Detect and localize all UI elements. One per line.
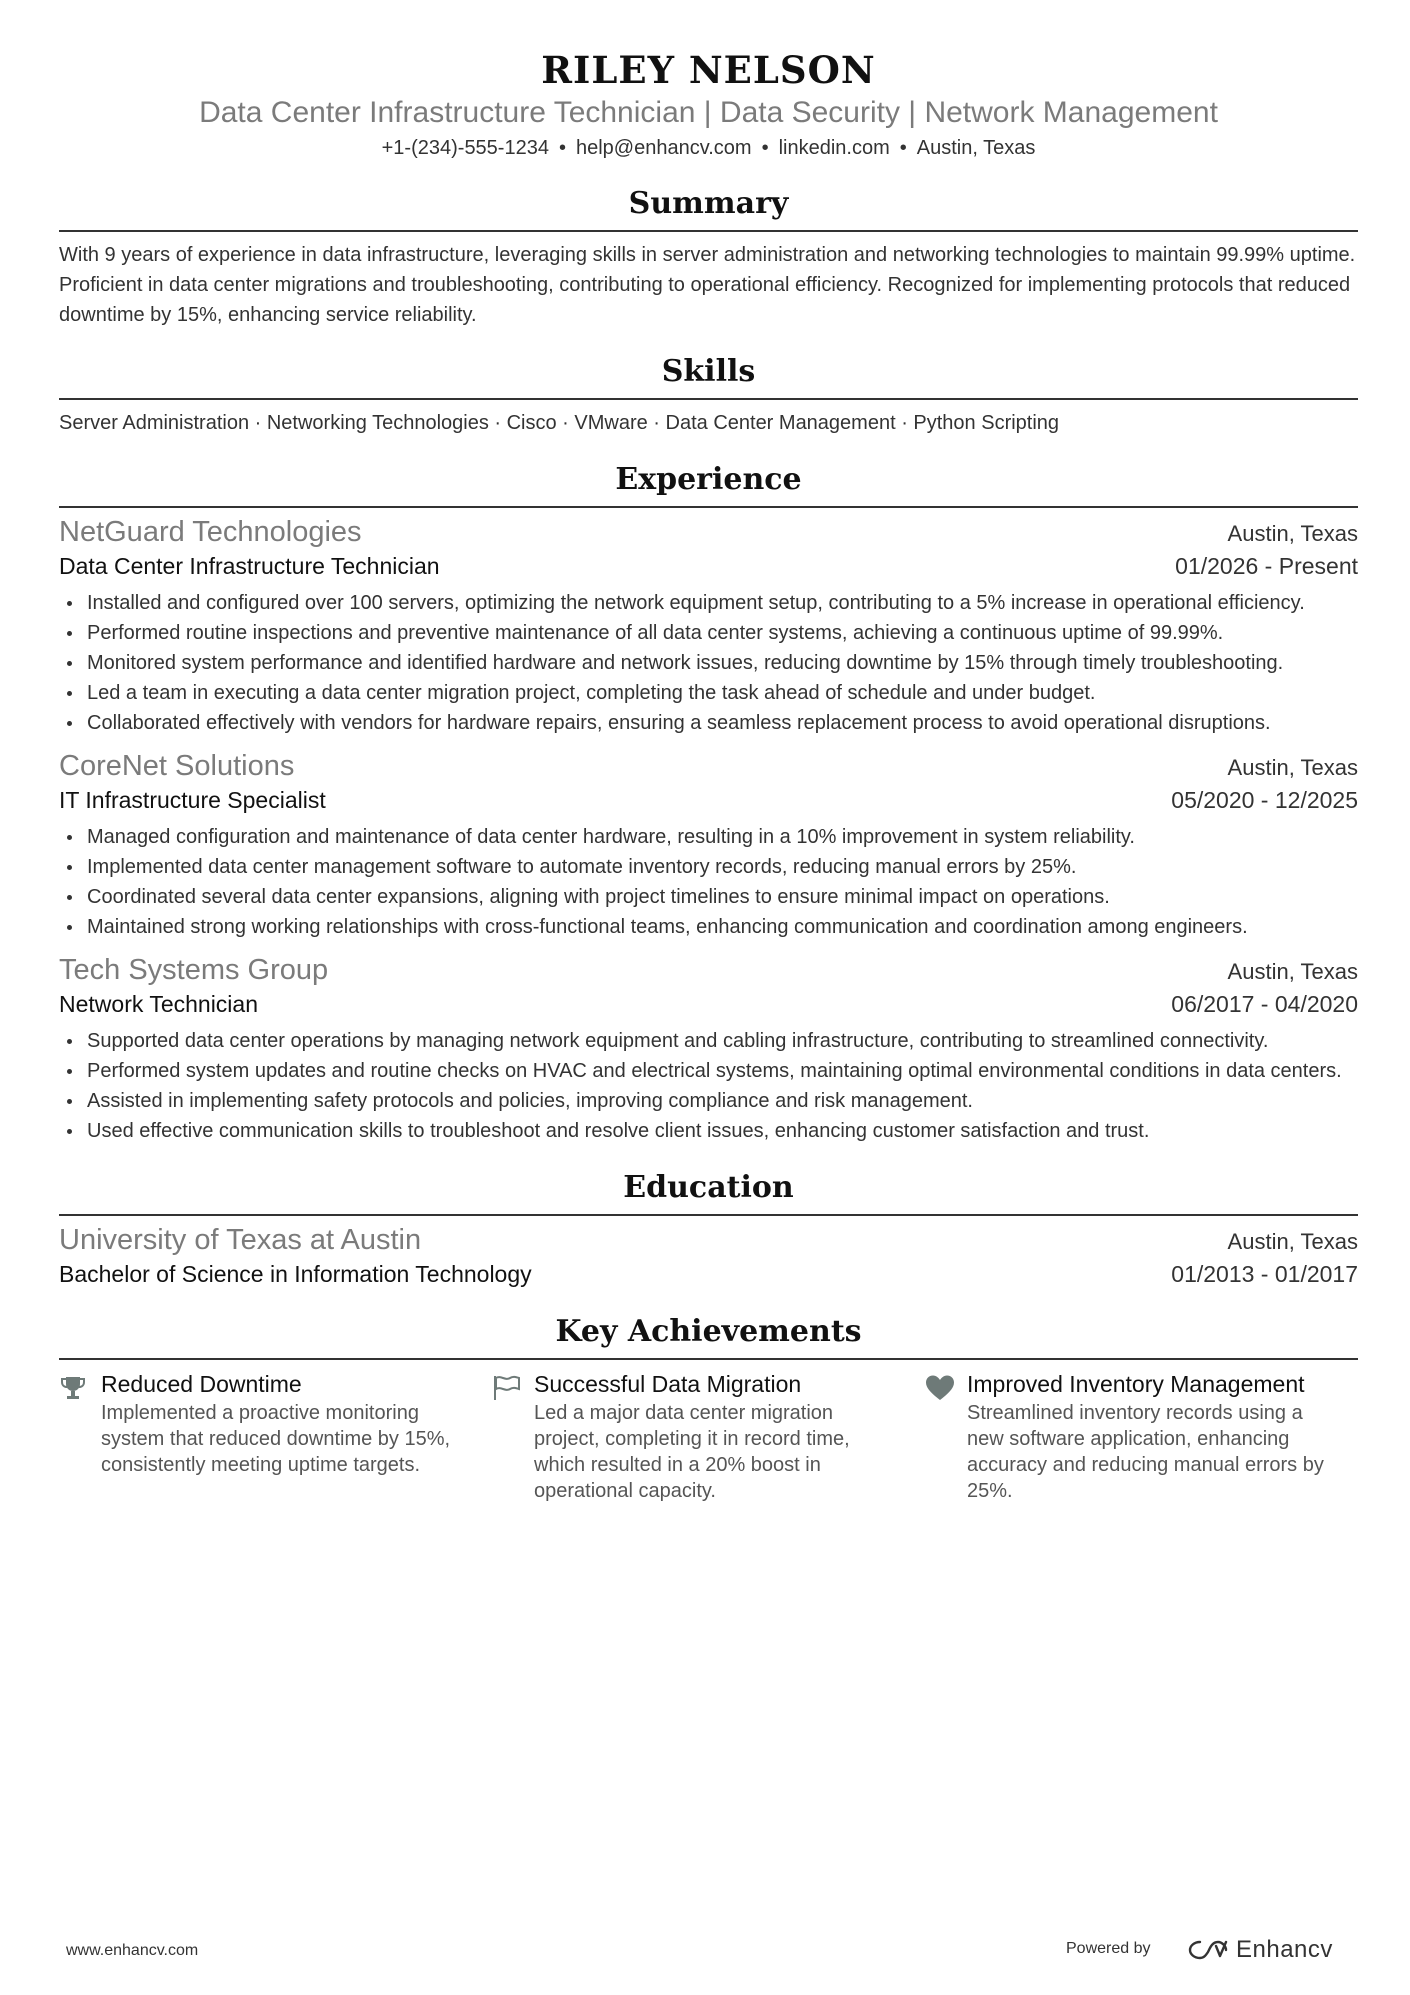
bullet-item: Collaborated effectively with vendors for hardware repairs, ensuring a seamless replacement process to avoid operational disruptions. (87, 708, 1358, 738)
enhancv-logo-icon (1186, 1938, 1230, 1962)
achievement-item (925, 1370, 1358, 1504)
bullet-item: Managed configuration and maintenance of data center hardware, resulting in a 10% improvement in system reliability. (87, 822, 1358, 852)
achievement-title: Successful Data Migration (534, 1371, 802, 1397)
contact-separator: • (558, 137, 566, 159)
achievements-grid (59, 1370, 1358, 1504)
bullet-item: Supported data center operations by managing network equipment and cabling infrastructure, contributing to streamlined connectivity. (87, 1026, 1358, 1056)
job-title: Network Technician (59, 991, 259, 1017)
candidate-tagline: Data Center Infrastructure Technician | Data Security | Network Management (199, 96, 1218, 129)
school-location: Austin, Texas (1227, 1229, 1358, 1254)
job-dates: 01/2026 - Present (1175, 553, 1358, 579)
flag-icon (492, 1370, 534, 1504)
contact-separator: • (761, 137, 769, 159)
bullet-item: Performed routine inspections and preventive maintenance of all data center systems, achieving a continuous uptime of 99.99%. (87, 618, 1358, 648)
achievement-title: Improved Inventory Management (967, 1371, 1305, 1397)
contact-email[interactable]: help@enhancv.com (575, 137, 752, 159)
achievement-item (492, 1370, 925, 1504)
job-bullets (59, 588, 1358, 738)
job-title: Data Center Infrastructure Technician (59, 553, 440, 579)
job-location: Austin, Texas (1227, 521, 1358, 546)
experience-entry (59, 748, 1358, 942)
job-dates: 06/2017 - 04/2020 (1171, 991, 1358, 1017)
job-location: Austin, Texas (1227, 755, 1358, 780)
bullet-item: Coordinated several data center expansions, aligning with project timelines to ensure minimal impact on operations. (87, 882, 1358, 912)
page-footer (0, 1938, 1410, 1968)
job-bullets (59, 1026, 1358, 1146)
education-entry (59, 1222, 1358, 1290)
resume-page (59, 0, 1358, 1504)
section-title-achievements: Key Achievements (555, 1314, 862, 1349)
job-location: Austin, Texas (1227, 959, 1358, 984)
section-title-education: Education (623, 1170, 794, 1205)
experience-entry (59, 952, 1358, 1146)
section-divider (59, 1358, 1358, 1360)
section-divider (59, 506, 1358, 508)
contact-location: Austin, Texas (916, 137, 1036, 159)
bullet-item: Installed and configured over 100 servers, optimizing the network equipment setup, contributing to a 5% increase in operational efficiency. (87, 588, 1358, 618)
achievement-text: Streamlined inventory records using a new software application, enhancing accuracy and reducing manual errors by 25%. (967, 1402, 1324, 1502)
achievement-text: Led a major data center migration project, completing it in record time, which resulted in a 20% boost in operational capacity. (534, 1402, 850, 1502)
candidate-name: RILEY NELSON (541, 48, 876, 92)
company-name: CoreNet Solutions (59, 750, 295, 782)
trophy-icon (59, 1370, 101, 1504)
achievements-section (59, 1312, 1358, 1504)
section-title-experience: Experience (615, 462, 802, 497)
school-name: University of Texas at Austin (59, 1224, 422, 1256)
contact-linkedin[interactable]: linkedin.com (778, 137, 890, 159)
section-divider (59, 1214, 1358, 1216)
section-divider (59, 230, 1358, 232)
achievement-text: Implemented a proactive monitoring system that reduced downtime by 15%, consistently meeting uptime targets. (101, 1402, 451, 1476)
achievement-item (59, 1370, 492, 1504)
company-name: Tech Systems Group (59, 954, 329, 986)
bullet-item: Performed system updates and routine checks on HVAC and electrical systems, maintaining optimal environmental conditions in data centers. (87, 1056, 1358, 1086)
bullet-item: Monitored system performance and identified hardware and network issues, reducing downtime by 15% through timely troubleshooting. (87, 648, 1358, 678)
summary-section (59, 184, 1358, 330)
job-bullets (59, 822, 1358, 942)
enhancv-logo[interactable] (1186, 1936, 1333, 1964)
summary-text: With 9 years of experience in data infrastructure, leveraging skills in server administration and networking technologies to maintain 99.99% uptime. Proficient in data center migrations and troubleshooting, contributing to operational efficiency. Recognized for implementing protocols that reduced downtime by 15%, enhancing service reliability. (59, 244, 1356, 326)
job-dates: 05/2020 - 12/2025 (1171, 787, 1358, 813)
achievement-title: Reduced Downtime (101, 1371, 302, 1397)
experience-entry (59, 514, 1358, 738)
section-title-summary: Summary (628, 186, 789, 221)
heart-icon (925, 1370, 967, 1504)
skills-section (59, 352, 1358, 438)
resume-header (59, 0, 1358, 162)
job-title: IT Infrastructure Specialist (59, 787, 326, 813)
section-divider (59, 398, 1358, 400)
contact-separator: • (899, 137, 907, 159)
section-title-skills: Skills (661, 354, 756, 389)
contact-phone: +1-(234)-555-1234 (381, 137, 549, 159)
footer-powered-by: Powered by (1066, 1940, 1151, 1957)
skills-list: Server Administration · Networking Technologies · Cisco · VMware · Data Center Management · Python Scripting (59, 412, 1060, 434)
bullet-item: Maintained strong working relationships with cross-functional teams, enhancing communication and coordination among engineers. (87, 912, 1358, 942)
education-section (59, 1168, 1358, 1290)
bullet-item: Assisted in implementing safety protocols and policies, improving compliance and risk management. (87, 1086, 1358, 1116)
company-name: NetGuard Technologies (59, 516, 362, 548)
enhancv-brand-name: Enhancv (1236, 1936, 1333, 1963)
bullet-item: Led a team in executing a data center migration project, completing the task ahead of schedule and under budget. (87, 678, 1358, 708)
bullet-item: Implemented data center management software to automate inventory records, reducing manual errors by 25%. (87, 852, 1358, 882)
degree-name: Bachelor of Science in Information Technology (59, 1261, 532, 1287)
contact-line (59, 134, 1358, 162)
experience-section (59, 460, 1358, 1146)
bullet-item: Used effective communication skills to troubleshoot and resolve client issues, enhancing customer satisfaction and trust. (87, 1116, 1358, 1146)
footer-website-link[interactable]: www.enhancv.com (66, 1942, 199, 1959)
education-dates: 01/2013 - 01/2017 (1171, 1261, 1358, 1287)
